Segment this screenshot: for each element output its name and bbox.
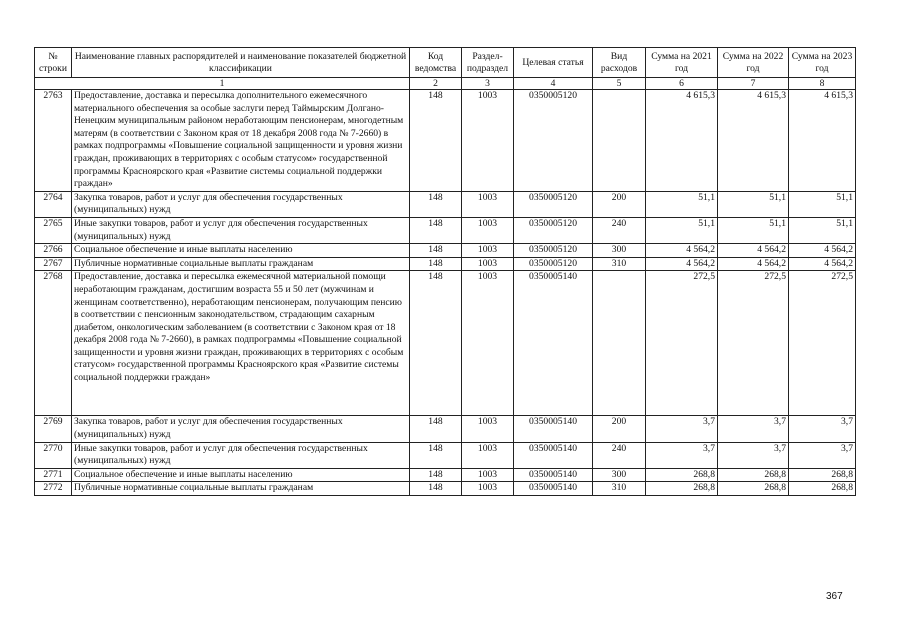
row-expense-type: 240 [593, 217, 646, 243]
row-sum-2021: 272,5 [646, 271, 718, 416]
row-name: Социальное обеспечение и иные выплаты населению [72, 468, 410, 482]
row-name: Предоставление, доставка и пересылка дополнительного ежемесячного материального обеспечения за особые заслуги перед Таймырским Долгано-Ненецким муниципальным районом неработающим пенсионерам, многодетным матерям (в соответствии с Законом края от 18 декабря 2008 года № 7-2660) в рамках подпрограммы «Повышение социальной защищенности и уровня жизни граждан, проживающих в территориях с особым статусом» государственной программы Красноярского края «Развитие системы социальной поддержки граждан» [72, 90, 410, 192]
column-index-7: 7 [718, 78, 789, 90]
page-number: 367 [826, 591, 843, 602]
column-index-6: 6 [646, 78, 718, 90]
column-index-8: 8 [789, 78, 856, 90]
row-expense-type [593, 271, 646, 416]
header-row-number: № строки [35, 48, 72, 78]
table-row [35, 257, 856, 271]
table-row [35, 90, 856, 192]
row-sum-2022: 268,8 [718, 468, 789, 482]
row-sum-2021: 3,7 [646, 416, 718, 442]
row-number: 2770 [35, 442, 72, 468]
row-number: 2764 [35, 191, 72, 217]
row-sum-2022: 3,7 [718, 416, 789, 442]
row-sum-2023: 51,1 [789, 217, 856, 243]
row-target-article: 0350005140 [514, 271, 593, 416]
column-index-5: 5 [593, 78, 646, 90]
row-sum-2022: 4 564,2 [718, 257, 789, 271]
row-section: 1003 [462, 257, 514, 271]
row-section: 1003 [462, 244, 514, 258]
row-dept-code: 148 [410, 468, 462, 482]
row-sum-2023: 4 564,2 [789, 257, 856, 271]
row-target-article: 0350005120 [514, 191, 593, 217]
row-target-article: 0350005140 [514, 442, 593, 468]
header-section: Раздел-подраздел [462, 48, 514, 78]
row-sum-2021: 4 564,2 [646, 257, 718, 271]
row-section: 1003 [462, 416, 514, 442]
row-sum-2022: 4 615,3 [718, 90, 789, 192]
row-sum-2021: 4 615,3 [646, 90, 718, 192]
row-sum-2021: 51,1 [646, 217, 718, 243]
row-section: 1003 [462, 468, 514, 482]
row-section: 1003 [462, 482, 514, 496]
row-expense-type: 310 [593, 257, 646, 271]
row-dept-code: 148 [410, 416, 462, 442]
table-row [35, 468, 856, 482]
table-row [35, 271, 856, 416]
row-section: 1003 [462, 442, 514, 468]
budget-table [34, 47, 856, 496]
row-target-article: 0350005140 [514, 416, 593, 442]
row-sum-2022: 272,5 [718, 271, 789, 416]
header-sum-2021: Сумма на 2021 год [646, 48, 718, 78]
row-sum-2021: 268,8 [646, 468, 718, 482]
row-dept-code: 148 [410, 442, 462, 468]
row-name: Иные закупки товаров, работ и услуг для обеспечения государственных (муниципальных) нужд [72, 217, 410, 243]
row-number: 2766 [35, 244, 72, 258]
row-sum-2023: 4 615,3 [789, 90, 856, 192]
row-number: 2769 [35, 416, 72, 442]
table-row [35, 244, 856, 258]
row-number: 2768 [35, 271, 72, 416]
column-index-1: 1 [35, 78, 410, 90]
row-sum-2022: 3,7 [718, 442, 789, 468]
row-expense-type: 310 [593, 482, 646, 496]
row-number: 2772 [35, 482, 72, 496]
table-row [35, 442, 856, 468]
row-dept-code: 148 [410, 257, 462, 271]
header-sum-2023: Сумма на 2023 год [789, 48, 856, 78]
row-section: 1003 [462, 191, 514, 217]
row-name: Закупка товаров, работ и услуг для обеспечения государственных (муниципальных) нужд [72, 191, 410, 217]
row-expense-type: 240 [593, 442, 646, 468]
row-sum-2022: 51,1 [718, 217, 789, 243]
table-header-row [35, 48, 856, 78]
column-index-2: 2 [410, 78, 462, 90]
row-expense-type: 200 [593, 416, 646, 442]
header-sum-2022: Сумма на 2022 год [718, 48, 789, 78]
row-number: 2765 [35, 217, 72, 243]
row-dept-code: 148 [410, 244, 462, 258]
row-name: Социальное обеспечение и иные выплаты населению [72, 244, 410, 258]
row-name: Публичные нормативные социальные выплаты гражданам [72, 257, 410, 271]
header-dept-code: Код ведомства [410, 48, 462, 78]
row-expense-type [593, 90, 646, 192]
header-expense-type: Вид расходов [593, 48, 646, 78]
table-row [35, 191, 856, 217]
row-expense-type: 300 [593, 244, 646, 258]
row-sum-2021: 268,8 [646, 482, 718, 496]
row-dept-code: 148 [410, 90, 462, 192]
row-name: Предоставление, доставка и пересылка ежемесячной материальной помощи неработающим гражданам, достигшим возраста 55 и 50 лет (мужчинам и женщинам соответственно), неработающим пенсионерам, получающим пенсию в соответствии с пенсионным законодательством, страдающим сахарным диабетом, онкологическим заболеванием (в соответствии с Законом края от 18 декабря 2008 года № 7-2660), в рамках подпрограммы «Повышение социальной защищенности и уровня жизни граждан, проживающих в территориях с особым статусом» государственной программы Красноярского края «Развитие системы социальной поддержки граждан» [72, 271, 410, 416]
row-sum-2022: 4 564,2 [718, 244, 789, 258]
row-expense-type: 200 [593, 191, 646, 217]
row-sum-2023: 51,1 [789, 191, 856, 217]
row-sum-2023: 4 564,2 [789, 244, 856, 258]
table-row [35, 416, 856, 442]
table-row [35, 482, 856, 496]
row-sum-2022: 268,8 [718, 482, 789, 496]
row-section: 1003 [462, 271, 514, 416]
row-target-article: 0350005140 [514, 482, 593, 496]
row-sum-2022: 51,1 [718, 191, 789, 217]
row-section: 1003 [462, 90, 514, 192]
row-number: 2767 [35, 257, 72, 271]
row-sum-2021: 3,7 [646, 442, 718, 468]
row-sum-2023: 268,8 [789, 482, 856, 496]
row-sum-2023: 268,8 [789, 468, 856, 482]
row-target-article: 0350005140 [514, 468, 593, 482]
row-dept-code: 148 [410, 191, 462, 217]
column-index-3: 3 [462, 78, 514, 90]
row-name: Публичные нормативные социальные выплаты гражданам [72, 482, 410, 496]
row-dept-code: 148 [410, 482, 462, 496]
column-index-row [35, 78, 856, 90]
row-sum-2021: 4 564,2 [646, 244, 718, 258]
row-target-article: 0350005120 [514, 257, 593, 271]
row-sum-2023: 3,7 [789, 442, 856, 468]
row-number: 2763 [35, 90, 72, 192]
row-sum-2021: 51,1 [646, 191, 718, 217]
row-target-article: 0350005120 [514, 244, 593, 258]
row-dept-code: 148 [410, 271, 462, 416]
row-section: 1003 [462, 217, 514, 243]
row-sum-2023: 272,5 [789, 271, 856, 416]
row-number: 2771 [35, 468, 72, 482]
column-index-4: 4 [514, 78, 593, 90]
row-name: Закупка товаров, работ и услуг для обеспечения государственных (муниципальных) нужд [72, 416, 410, 442]
header-target-article: Целевая статья [514, 48, 593, 78]
row-sum-2023: 3,7 [789, 416, 856, 442]
row-target-article: 0350005120 [514, 90, 593, 192]
row-expense-type: 300 [593, 468, 646, 482]
row-target-article: 0350005120 [514, 217, 593, 243]
row-dept-code: 148 [410, 217, 462, 243]
header-name: Наименование главных распорядителей и наименование показателей бюджетной классификации [72, 48, 410, 78]
row-name: Иные закупки товаров, работ и услуг для обеспечения государственных (муниципальных) нужд [72, 442, 410, 468]
table-row [35, 217, 856, 243]
